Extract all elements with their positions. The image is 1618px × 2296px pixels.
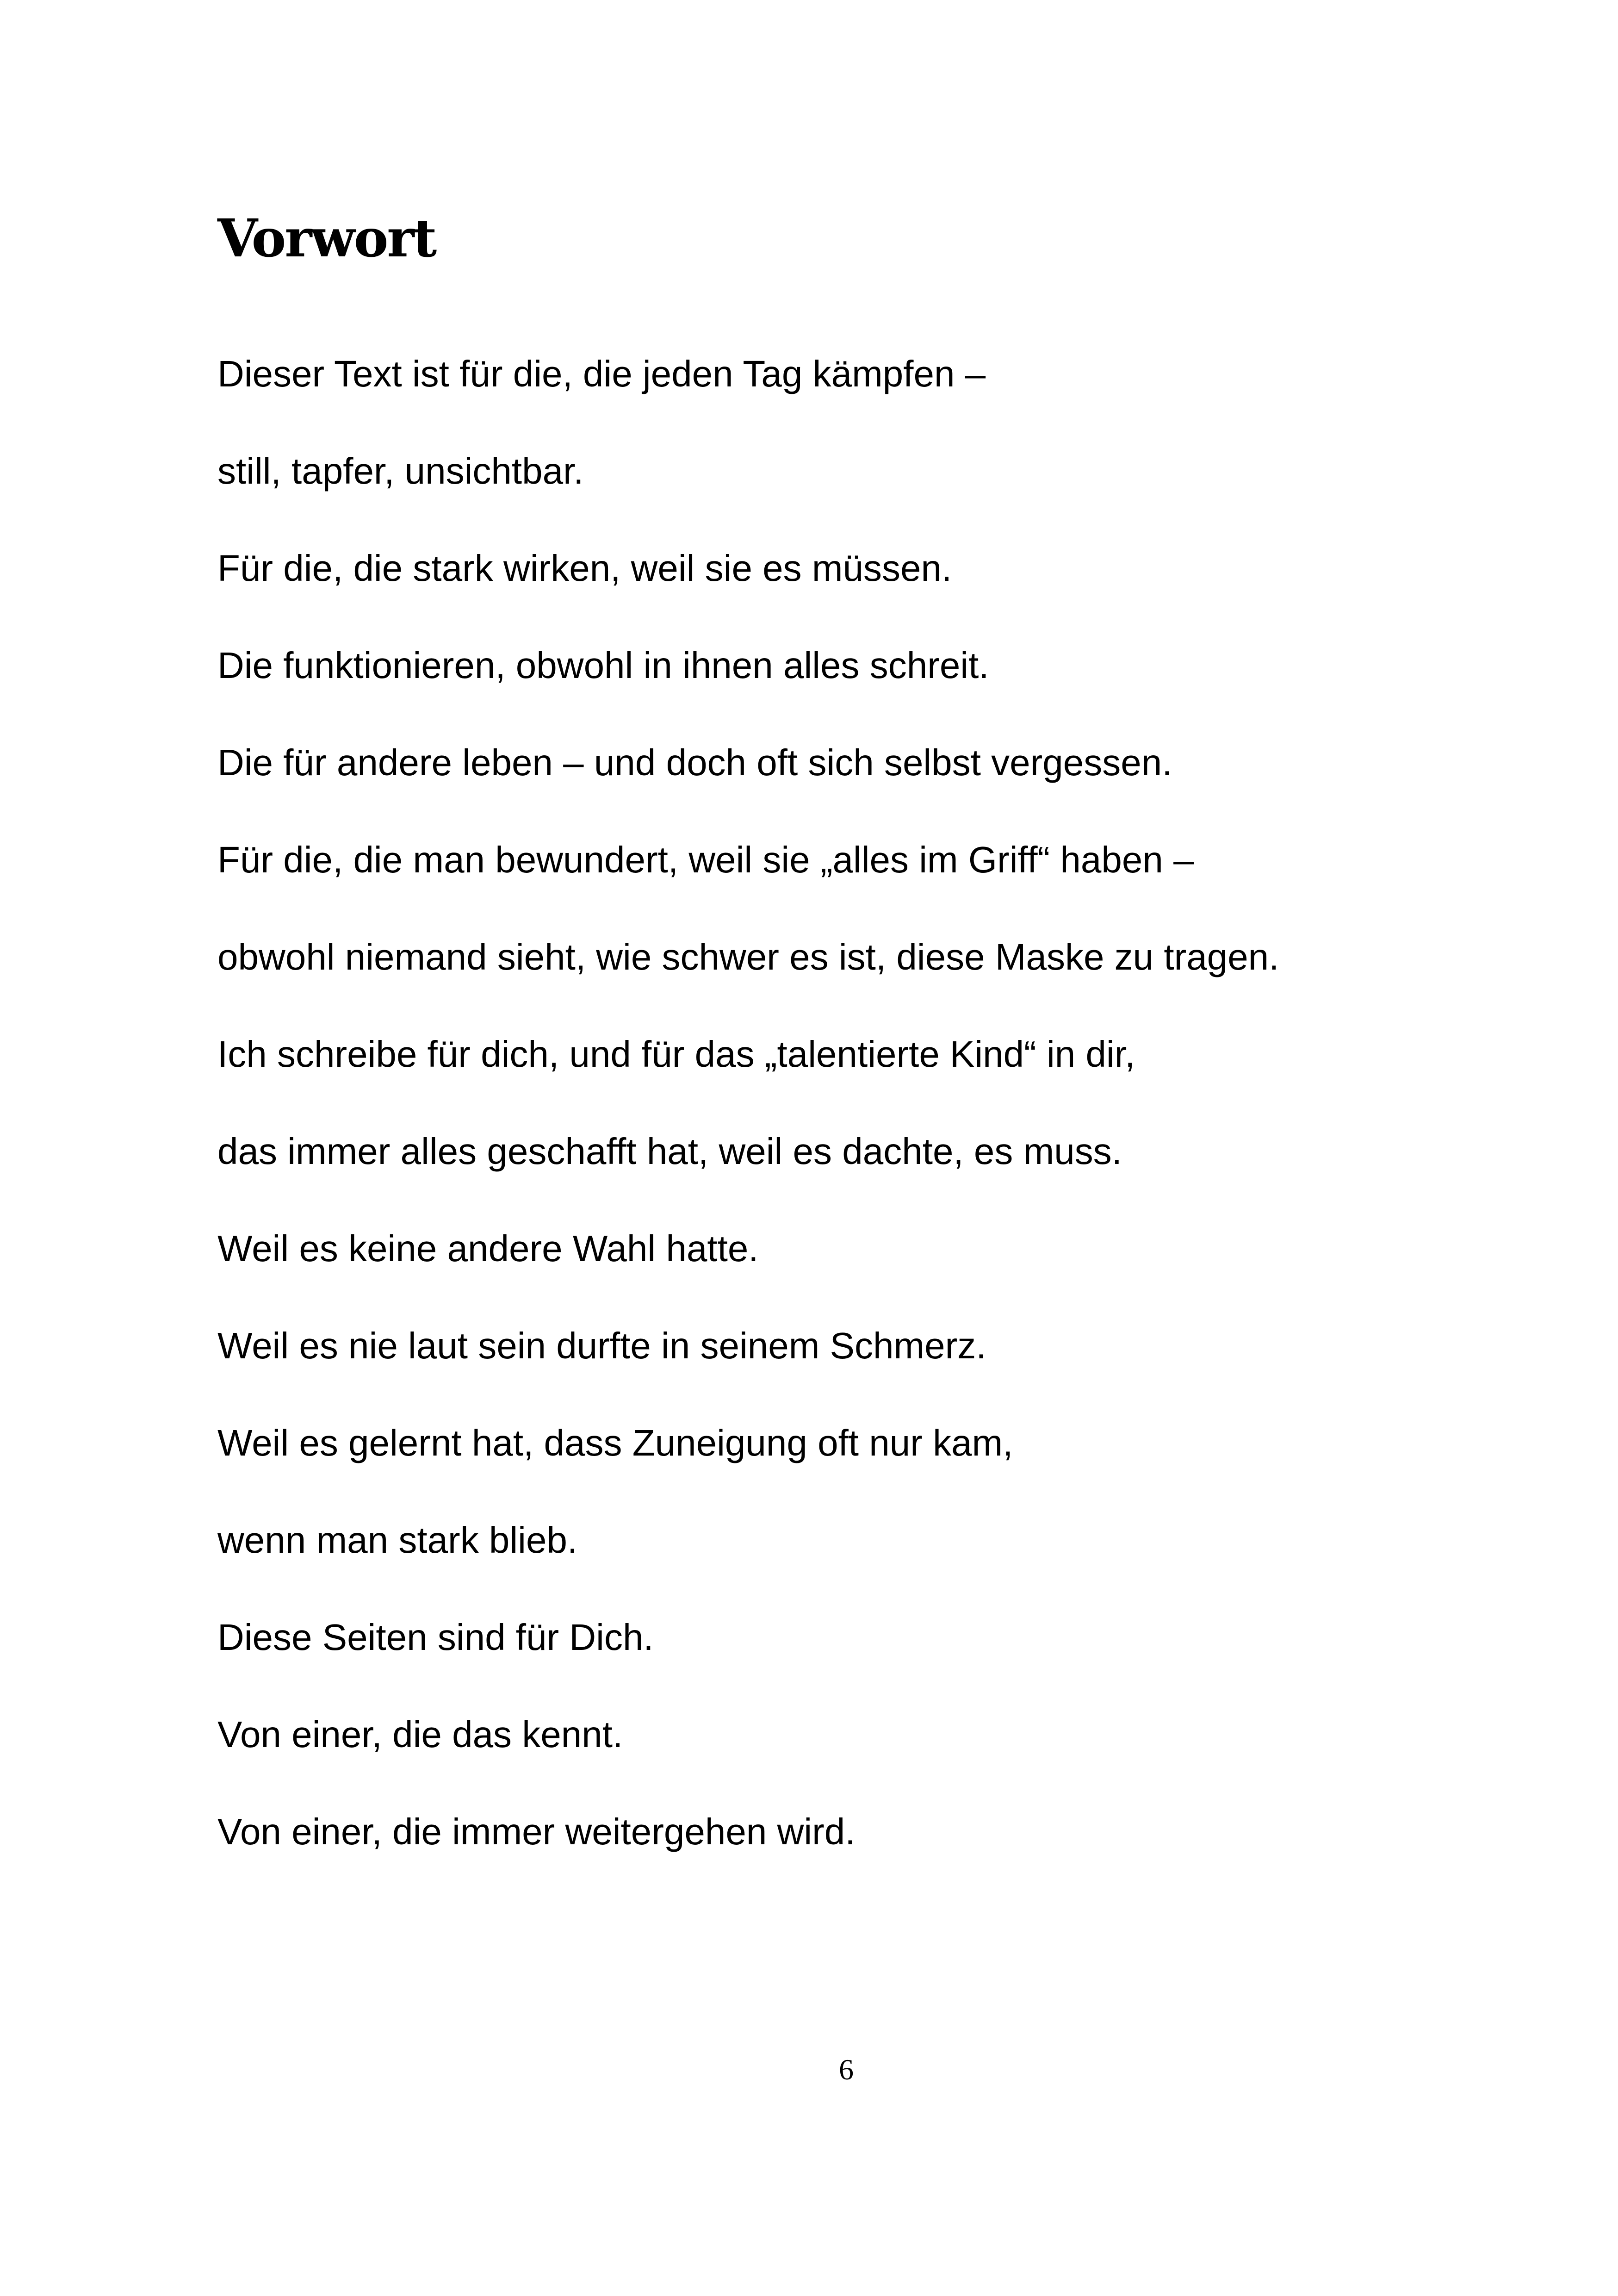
text-line: Die funktionieren, obwohl in ihnen alles schreit. — [217, 645, 989, 686]
text-line: Für die, die stark wirken, weil sie es müssen. — [217, 548, 952, 589]
text-line: Ich schreibe für dich, und für das „talentierte Kind“ in dir, — [217, 1033, 1135, 1075]
text-line: Für die, die man bewundert, weil sie „alles im Griff“ haben – — [217, 839, 1194, 880]
text-line: das immer alles geschafft hat, weil es dachte, es muss. — [217, 1131, 1122, 1172]
page-title: Vorwort — [217, 208, 436, 269]
text-line: Weil es nie laut sein durfte in seinem Schmerz. — [217, 1325, 986, 1366]
text-line: Weil es keine andere Wahl hatte. — [217, 1228, 759, 1269]
text-line: obwohl niemand sieht, wie schwer es ist, diese Maske zu tragen. — [217, 936, 1279, 977]
page-number: 6 — [839, 2053, 854, 2086]
text-line: wenn man stark blieb. — [217, 1519, 578, 1561]
text-line: Die für andere leben – und doch oft sich selbst vergessen. — [217, 742, 1172, 783]
text-line: Diese Seiten sind für Dich. — [217, 1617, 654, 1658]
text-line: Von einer, die das kennt. — [217, 1714, 623, 1755]
text-line: still, tapfer, unsichtbar. — [217, 450, 584, 492]
text-line: Von einer, die immer weitergehen wird. — [217, 1811, 855, 1852]
text-line: Weil es gelernt hat, dass Zuneigung oft nur kam, — [217, 1422, 1013, 1463]
text-line: Dieser Text ist für die, die jeden Tag kämpfen – — [217, 353, 986, 394]
